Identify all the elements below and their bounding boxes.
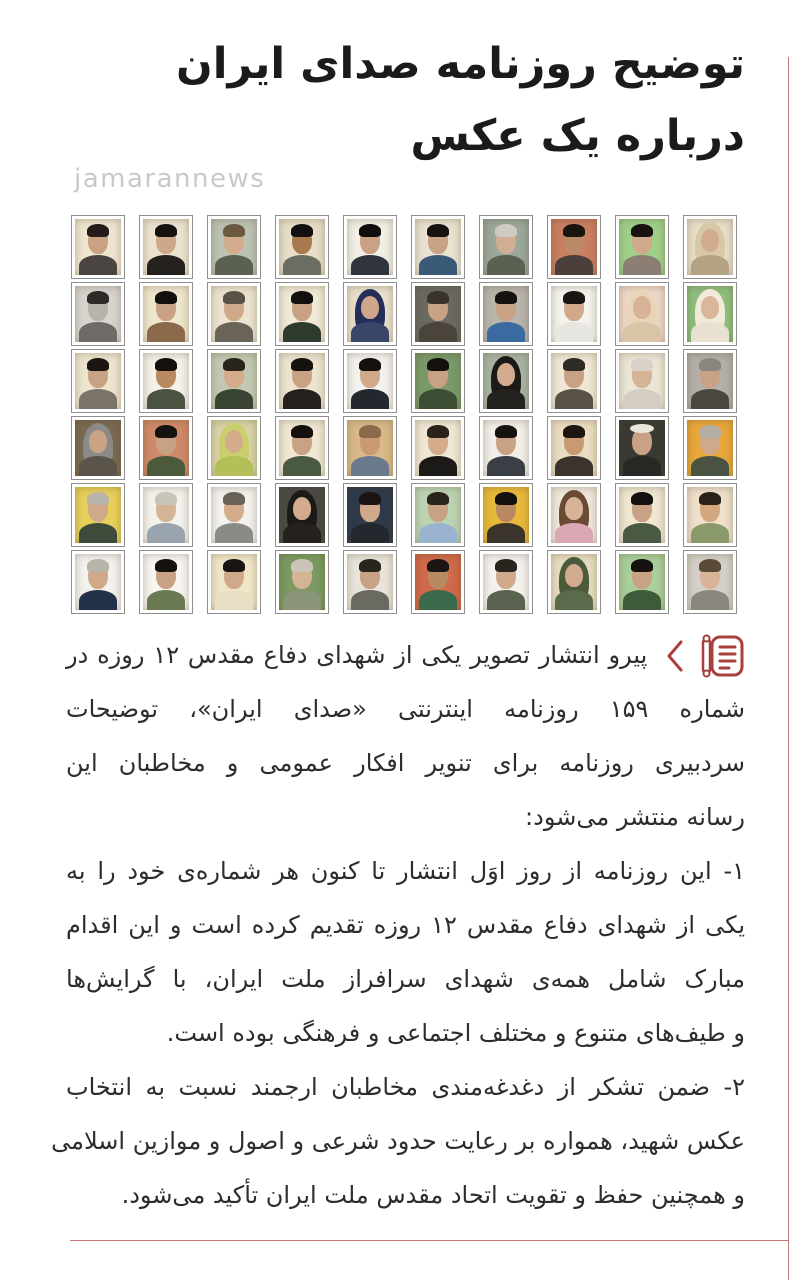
portrait-cleric bbox=[619, 420, 665, 476]
martyrs-photo-grid bbox=[71, 215, 737, 614]
portrait-elderly-man bbox=[211, 487, 257, 543]
portrait-photo bbox=[207, 416, 261, 480]
body-line: و طیف‌های متنوع و مختلف اجتماعی و فرهنگی بوده است. bbox=[166, 1019, 745, 1047]
portrait-photo bbox=[615, 483, 669, 547]
portrait-man bbox=[619, 219, 665, 275]
portrait-photo bbox=[615, 215, 669, 279]
portrait-photo bbox=[683, 483, 737, 547]
portrait-man bbox=[483, 487, 529, 543]
portrait-man bbox=[143, 554, 189, 610]
portrait-man bbox=[143, 219, 189, 275]
portrait-man bbox=[415, 219, 461, 275]
portrait-photo bbox=[411, 550, 465, 614]
portrait-man bbox=[279, 219, 325, 275]
portrait-photo bbox=[683, 550, 737, 614]
portrait-photo bbox=[275, 483, 329, 547]
portrait-photo bbox=[479, 416, 533, 480]
portrait-photo bbox=[275, 349, 329, 413]
portrait-photo bbox=[615, 349, 669, 413]
portrait-man bbox=[619, 487, 665, 543]
portrait-man bbox=[143, 420, 189, 476]
portrait-photo bbox=[71, 550, 125, 614]
portrait-photo bbox=[411, 349, 465, 413]
portrait-man bbox=[551, 286, 597, 342]
portrait-photo bbox=[615, 550, 669, 614]
portrait-photo bbox=[275, 416, 329, 480]
body-line: ۲- ضمن تشکر از دغدغه‌مندی مخاطبان ارجمند نسبت به انتخاب bbox=[66, 1073, 745, 1101]
portrait-boy bbox=[687, 487, 733, 543]
portrait-man bbox=[415, 554, 461, 610]
portrait-photo bbox=[411, 282, 465, 346]
accent-bottom-rule bbox=[70, 1240, 788, 1241]
portrait-man bbox=[211, 219, 257, 275]
article-text bbox=[51, 628, 746, 1222]
portrait-elderly-man bbox=[75, 487, 121, 543]
portrait-photo bbox=[479, 483, 533, 547]
portrait-boy bbox=[551, 420, 597, 476]
body-line: شماره ۱۵۹ روزنامه اینترنتی «صدای ایران»، توضیحات bbox=[66, 695, 745, 723]
portrait-photo bbox=[411, 416, 465, 480]
portrait-photo bbox=[479, 215, 533, 279]
portrait-photo bbox=[547, 282, 601, 346]
portrait-man bbox=[347, 487, 393, 543]
portrait-photo bbox=[683, 282, 737, 346]
portrait-photo bbox=[479, 550, 533, 614]
portrait-man bbox=[279, 420, 325, 476]
portrait-photo bbox=[683, 215, 737, 279]
title-line-2: درباره یک عکس bbox=[410, 111, 745, 161]
portrait-photo bbox=[343, 550, 397, 614]
portrait-photo bbox=[275, 215, 329, 279]
portrait-photo bbox=[343, 416, 397, 480]
portrait-man bbox=[279, 353, 325, 409]
portrait-photo bbox=[615, 282, 669, 346]
body-line: و همچنین حفظ و تقویت اتحاد مقدس ملت ایران تأکید می‌شود. bbox=[121, 1181, 745, 1209]
portrait-elderly-man bbox=[687, 353, 733, 409]
portrait-photo bbox=[71, 215, 125, 279]
portrait-photo bbox=[207, 483, 261, 547]
portrait-man bbox=[415, 286, 461, 342]
portrait-photo bbox=[547, 215, 601, 279]
portrait-photo bbox=[139, 416, 193, 480]
title-line-1: توضیح روزنامه صدای ایران bbox=[176, 39, 745, 89]
portrait-man bbox=[619, 554, 665, 610]
portrait-photo bbox=[343, 483, 397, 547]
portrait-photo bbox=[139, 215, 193, 279]
portrait-photo bbox=[139, 550, 193, 614]
portrait-man bbox=[551, 219, 597, 275]
portrait-boy bbox=[687, 554, 733, 610]
portrait-man bbox=[415, 487, 461, 543]
portrait-man bbox=[143, 286, 189, 342]
portrait-photo bbox=[139, 282, 193, 346]
body-line bbox=[66, 628, 745, 682]
portrait-photo bbox=[547, 416, 601, 480]
portrait-elderly-man bbox=[279, 554, 325, 610]
portrait-photo bbox=[139, 483, 193, 547]
newspaper-notepad-icon bbox=[699, 634, 745, 678]
portrait-photo bbox=[207, 550, 261, 614]
body-line: رسانه منتشر می‌شود: bbox=[525, 803, 745, 831]
portrait-photo bbox=[71, 483, 125, 547]
portrait-girl-hijab bbox=[619, 286, 665, 342]
portrait-man bbox=[347, 554, 393, 610]
body-line-text: پیرو انتشار تصویر یکی از شهدای دفاع مقدس ۱۲ روزه در bbox=[66, 641, 648, 669]
portrait-man bbox=[211, 554, 257, 610]
portrait-photo bbox=[411, 483, 465, 547]
body-line: عکس شهید، همواره بر رعایت حدود شرعی و اصول و موازین اسلامی bbox=[51, 1127, 745, 1155]
portrait-photo bbox=[479, 282, 533, 346]
chevron-left-icon bbox=[666, 639, 684, 673]
portrait-boy bbox=[415, 420, 461, 476]
portrait-photo bbox=[207, 215, 261, 279]
portrait-photo bbox=[683, 416, 737, 480]
portrait-photo bbox=[71, 349, 125, 413]
portrait-man bbox=[75, 353, 121, 409]
watermark: jamarannews bbox=[74, 164, 266, 194]
portrait-photo bbox=[343, 215, 397, 279]
body-line: یکی از شهدای دفاع مقدس ۱۲ روزه تقدیم کرده است و این اقدام bbox=[66, 911, 746, 939]
portrait-elderly-man bbox=[483, 219, 529, 275]
portrait-man bbox=[483, 286, 529, 342]
portrait-elderly-man bbox=[143, 487, 189, 543]
portrait-woman-hijab bbox=[279, 487, 325, 543]
portrait-elderly-man bbox=[75, 554, 121, 610]
portrait-elderly-man bbox=[687, 420, 733, 476]
portrait-elderly-man bbox=[211, 286, 257, 342]
portrait-man bbox=[211, 353, 257, 409]
portrait-man bbox=[483, 554, 529, 610]
portrait-girl-hijab bbox=[551, 487, 597, 543]
portrait-photo bbox=[207, 349, 261, 413]
portrait-man bbox=[279, 286, 325, 342]
portrait-man bbox=[483, 420, 529, 476]
portrait-elderly-man bbox=[619, 353, 665, 409]
portrait-photo bbox=[139, 349, 193, 413]
portrait-woman-hijab bbox=[75, 420, 121, 476]
portrait-photo bbox=[683, 349, 737, 413]
portrait-photo bbox=[343, 349, 397, 413]
portrait-woman-hijab bbox=[551, 554, 597, 610]
portrait-photo bbox=[207, 282, 261, 346]
portrait-woman-hijab bbox=[347, 286, 393, 342]
portrait-man bbox=[415, 353, 461, 409]
portrait-photo bbox=[479, 349, 533, 413]
portrait-photo bbox=[547, 349, 601, 413]
portrait-photo bbox=[343, 282, 397, 346]
portrait-man bbox=[75, 219, 121, 275]
body-line: ۱- این روزنامه از روز اوَل انتشار تا کنون هر شماره‌ی خود را به bbox=[66, 857, 745, 885]
portrait-man bbox=[347, 219, 393, 275]
portrait-man bbox=[551, 353, 597, 409]
portrait-photo bbox=[547, 483, 601, 547]
accent-vertical-rule bbox=[788, 57, 789, 1280]
portrait-boy bbox=[347, 420, 393, 476]
portrait-woman-hijab bbox=[483, 353, 529, 409]
body-line: سردبیری روزنامه برای تنویر افکار عمومی و مخاطبان این bbox=[66, 749, 745, 777]
portrait-photo bbox=[275, 550, 329, 614]
portrait-girl-hijab bbox=[211, 420, 257, 476]
portrait-photo bbox=[411, 215, 465, 279]
portrait-photo bbox=[615, 416, 669, 480]
portrait-woman-hijab bbox=[687, 219, 733, 275]
body-line: مبارک شامل همه‌ی شهدای سرافراز ملت ایران، با گرایش‌ها bbox=[66, 965, 745, 993]
portrait-man bbox=[143, 353, 189, 409]
portrait-photo bbox=[547, 550, 601, 614]
portrait-man bbox=[75, 286, 121, 342]
portrait-girl-hijab bbox=[687, 286, 733, 342]
page-title bbox=[176, 28, 745, 172]
portrait-man bbox=[347, 353, 393, 409]
portrait-photo bbox=[71, 416, 125, 480]
portrait-photo bbox=[275, 282, 329, 346]
portrait-photo bbox=[71, 282, 125, 346]
